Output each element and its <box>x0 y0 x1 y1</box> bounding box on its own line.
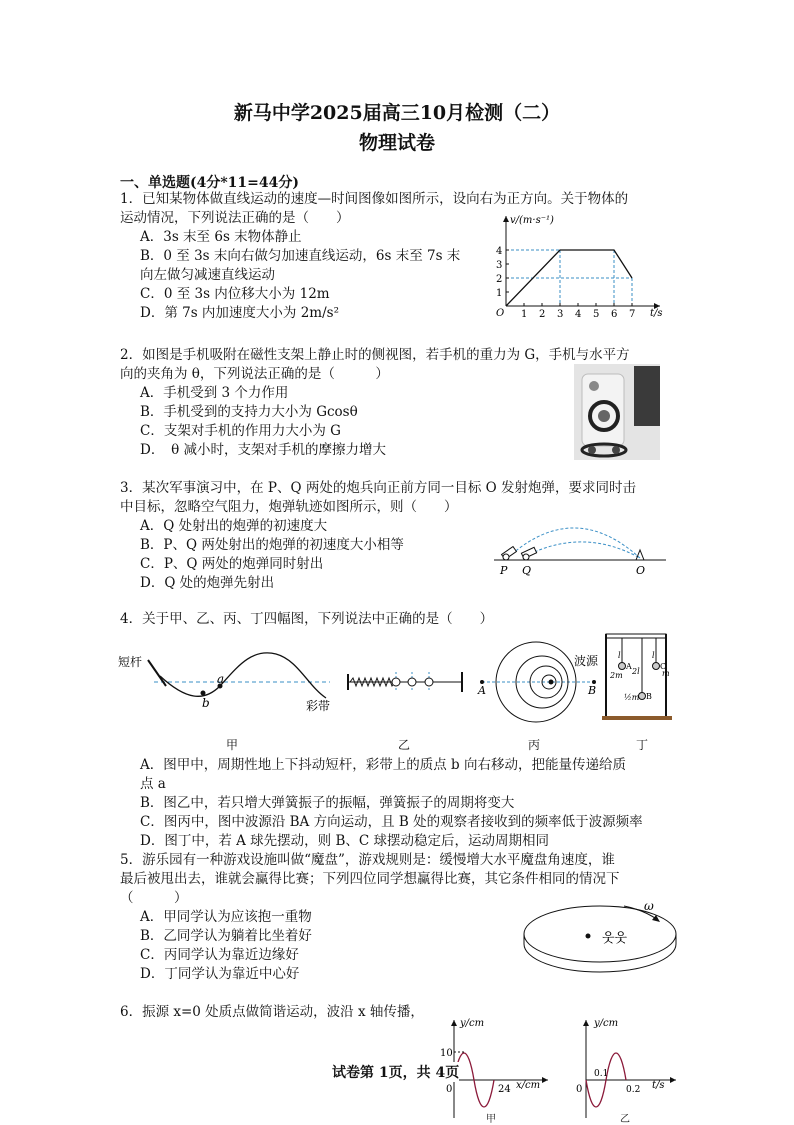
q6-g2-ylabel: y/cm <box>594 1018 619 1029</box>
q1-vt-graph <box>490 212 670 322</box>
label-point-a: a <box>217 672 225 686</box>
label-m-half: ½m <box>624 693 640 702</box>
q1-xtick-label: 1 <box>521 309 528 320</box>
q2-option-b: B．手机受到的支持力大小为 Gcosθ <box>140 404 358 420</box>
label-l1: l <box>618 651 621 660</box>
q1-option-a: A．3s 末至 6s 末物体静止 <box>140 229 302 245</box>
q4-option-d: D．图丁中，若 A 球先摆动，则 B、C 球摆动稳定后，运动周期相同 <box>140 833 549 849</box>
label-point-b: b <box>202 696 210 710</box>
q1-xtick-label: 4 <box>575 309 582 320</box>
q5-option-a: A．甲同学认为应该抱一重物 <box>140 909 312 925</box>
q4-stem: 4．关于甲、乙、丙、丁四幅图，下列说法中正确的是（ ） <box>120 611 494 627</box>
cannon-p-icon <box>502 547 517 560</box>
q6-g2-xtick2: 0.2 <box>626 1085 641 1095</box>
label-l2: l <box>652 651 655 660</box>
q2-option-c: C．支架对手机的作用力大小为 G <box>140 423 341 439</box>
q4-option-c: C．图丙中，图中波源沿 BA 方向运动，且 B 处的观察者接收到的频率低于波源频率 <box>140 814 643 830</box>
q6-g2-xtick1: 0.1 <box>594 1069 609 1079</box>
label-ball-b: B <box>646 692 652 701</box>
q5-stem-line2: 最后被甩出去，谁就会赢得比赛；下列四位同学想赢得比赛，其它条件相同的情况下 <box>120 871 620 887</box>
caption-bing: 丙 <box>528 738 541 752</box>
q1-graph-xlabel: t/s <box>650 308 663 319</box>
q2-stem-line1: 2．如图是手机吸附在磁性支架上静止时的侧视图，若手机的重力为 G，手机与水平方 <box>120 347 630 363</box>
cannon-q-icon <box>521 547 536 560</box>
q3-label-q: Q <box>522 564 532 577</box>
q1-ytick-label: 2 <box>496 274 503 285</box>
q1-xtick-label: 2 <box>539 309 546 320</box>
q1-ytick-label: 1 <box>496 288 503 299</box>
q1-xtick-label: 3 <box>557 309 564 320</box>
q1-ytick-label: 3 <box>496 260 503 271</box>
label-ribbon: 彩带 <box>306 699 331 713</box>
q6-g1-xlabel: x/cm <box>516 1080 541 1091</box>
label-short-rod: 短杆 <box>118 655 143 669</box>
q6-g2-origin: 0 <box>576 1084 583 1095</box>
q5-stem-line3: （ ） <box>120 890 188 906</box>
q3-trajectory-figure <box>490 508 670 578</box>
q5-magic-disc-figure <box>520 896 680 976</box>
q6-g1-origin: 0 <box>446 1084 453 1095</box>
label-m-m: m <box>662 669 670 678</box>
q6-g2-xlabel: t/s <box>652 1080 665 1091</box>
q1-option-d: D．第 7s 内加速度大小为 2m/s² <box>140 305 339 321</box>
fig-bing <box>477 642 599 722</box>
q1-xtick-label: 7 <box>629 309 636 320</box>
caption-ding: 丁 <box>636 738 649 752</box>
label-m-2m: 2m <box>610 671 623 680</box>
q3-option-d: D．Q 处的炮弹先射出 <box>140 575 275 591</box>
label-wave-source: 波源 <box>574 654 599 668</box>
q3-option-a: A．Q 处射出的炮弹的初速度大 <box>140 518 328 534</box>
q1-ytick-label: 4 <box>496 246 503 257</box>
people-icon: 웃웃 <box>602 931 628 946</box>
q6-graph-yi <box>572 1014 682 1120</box>
label-ball-a: A <box>626 662 632 671</box>
label-fig3-a: A <box>478 684 486 697</box>
section-heading: 一、单选题(4分*11=44分) <box>120 175 300 191</box>
q2-stem-line2: 向的夹角为 θ，下列说法正确的是（ ） <box>120 366 389 382</box>
q3-option-c: C．P、Q 两处的炮弹同时射出 <box>140 556 324 572</box>
q1-xtick-label: 5 <box>593 309 600 320</box>
q3-stem-line1: 3．某次军事演习中，在 P、Q 两处的炮兵向正前方同一目标 O 发射炮弹，要求同时击 <box>120 480 636 496</box>
q6-g1-ytick: 10 <box>440 1048 453 1059</box>
q1-graph-ylabel: v/(m·s⁻¹) <box>510 215 554 226</box>
q3-label-o: O <box>636 564 646 577</box>
q3-label-p: P <box>500 564 508 577</box>
caption-jia: 甲 <box>226 738 239 752</box>
q1-option-c: C．0 至 3s 内位移大小为 12m <box>140 286 330 302</box>
q5-option-d: D．丁同学认为靠近中心好 <box>140 966 300 982</box>
fig-yi <box>348 672 462 692</box>
q6-caption-yi: 乙 <box>620 1114 630 1125</box>
q6-g1-xtick: 24 <box>498 1084 511 1095</box>
label-ball-c: C <box>660 662 667 671</box>
q1-option-b-line1: B．0 至 3s 末向右做匀加速直线运动，6s 末至 7s 末 <box>140 248 461 264</box>
q5-stem-line1: 5．游乐园有一种游戏设施叫做“魔盘”，游戏规则是：缓慢增大水平魔盘角速度，谁 <box>120 852 615 868</box>
q6-g1-ylabel: y/cm <box>460 1018 485 1029</box>
q6-caption-jia: 甲 <box>486 1114 496 1125</box>
label-fig3-b: B <box>588 684 597 697</box>
q3-option-b: B．P、Q 两处射出的炮弹的初速度大小相等 <box>140 537 404 553</box>
q3-stem-line2: 中目标，忽略空气阻力，炮弹轨迹如图所示，则（ ） <box>120 499 458 515</box>
q2-option-a: A．手机受到 3 个力作用 <box>140 385 289 401</box>
q2-phone-holder-photo <box>574 364 660 460</box>
q4-option-a-line2: 点 a <box>140 776 166 792</box>
exam-subtitle: 物理试卷 <box>358 132 435 154</box>
q1-option-b-line2: 向左做匀减速直线运动 <box>140 267 275 283</box>
caption-yi: 乙 <box>398 738 411 752</box>
q5-omega: ω <box>644 899 654 913</box>
q1-graph-origin: O <box>496 308 505 319</box>
q5-option-c: C．丙同学认为靠近边缘好 <box>140 947 299 963</box>
q5-option-b: B．乙同学认为躺着比坐着好 <box>140 928 312 944</box>
q1-stem-line2: 运动情况，下列说法正确的是（ ） <box>120 210 350 226</box>
q2-option-d: D． θ 减小时，支架对手机的摩擦力增大 <box>140 442 386 458</box>
page-footer: 试卷第 1页，共 4页 <box>332 1062 459 1082</box>
q4-option-a-line1: A．图甲中，周期性地上下抖动短杆，彩带上的质点 b 向右移动，把能量传递给质 <box>140 757 626 773</box>
fig-jia <box>118 653 330 713</box>
fig-ding <box>602 634 672 720</box>
q1-xtick-label: 6 <box>611 309 618 320</box>
q1-stem-line1: 1．已知某物体做直线运动的速度—时间图像如图所示，设向右为正方向。关于物体的 <box>120 191 629 207</box>
q4-figures <box>116 630 676 750</box>
exam-title: 新马中学2025届高三10月检测（二） <box>233 102 561 124</box>
q4-option-b: B．图乙中，若只增大弹簧振子的振幅，弹簧振子的周期将变大 <box>140 795 515 811</box>
label-2l: 2l <box>632 667 640 676</box>
q6-stem: 6．振源 x=0 处质点做简谐运动，波沿 x 轴传播， <box>120 1004 424 1020</box>
